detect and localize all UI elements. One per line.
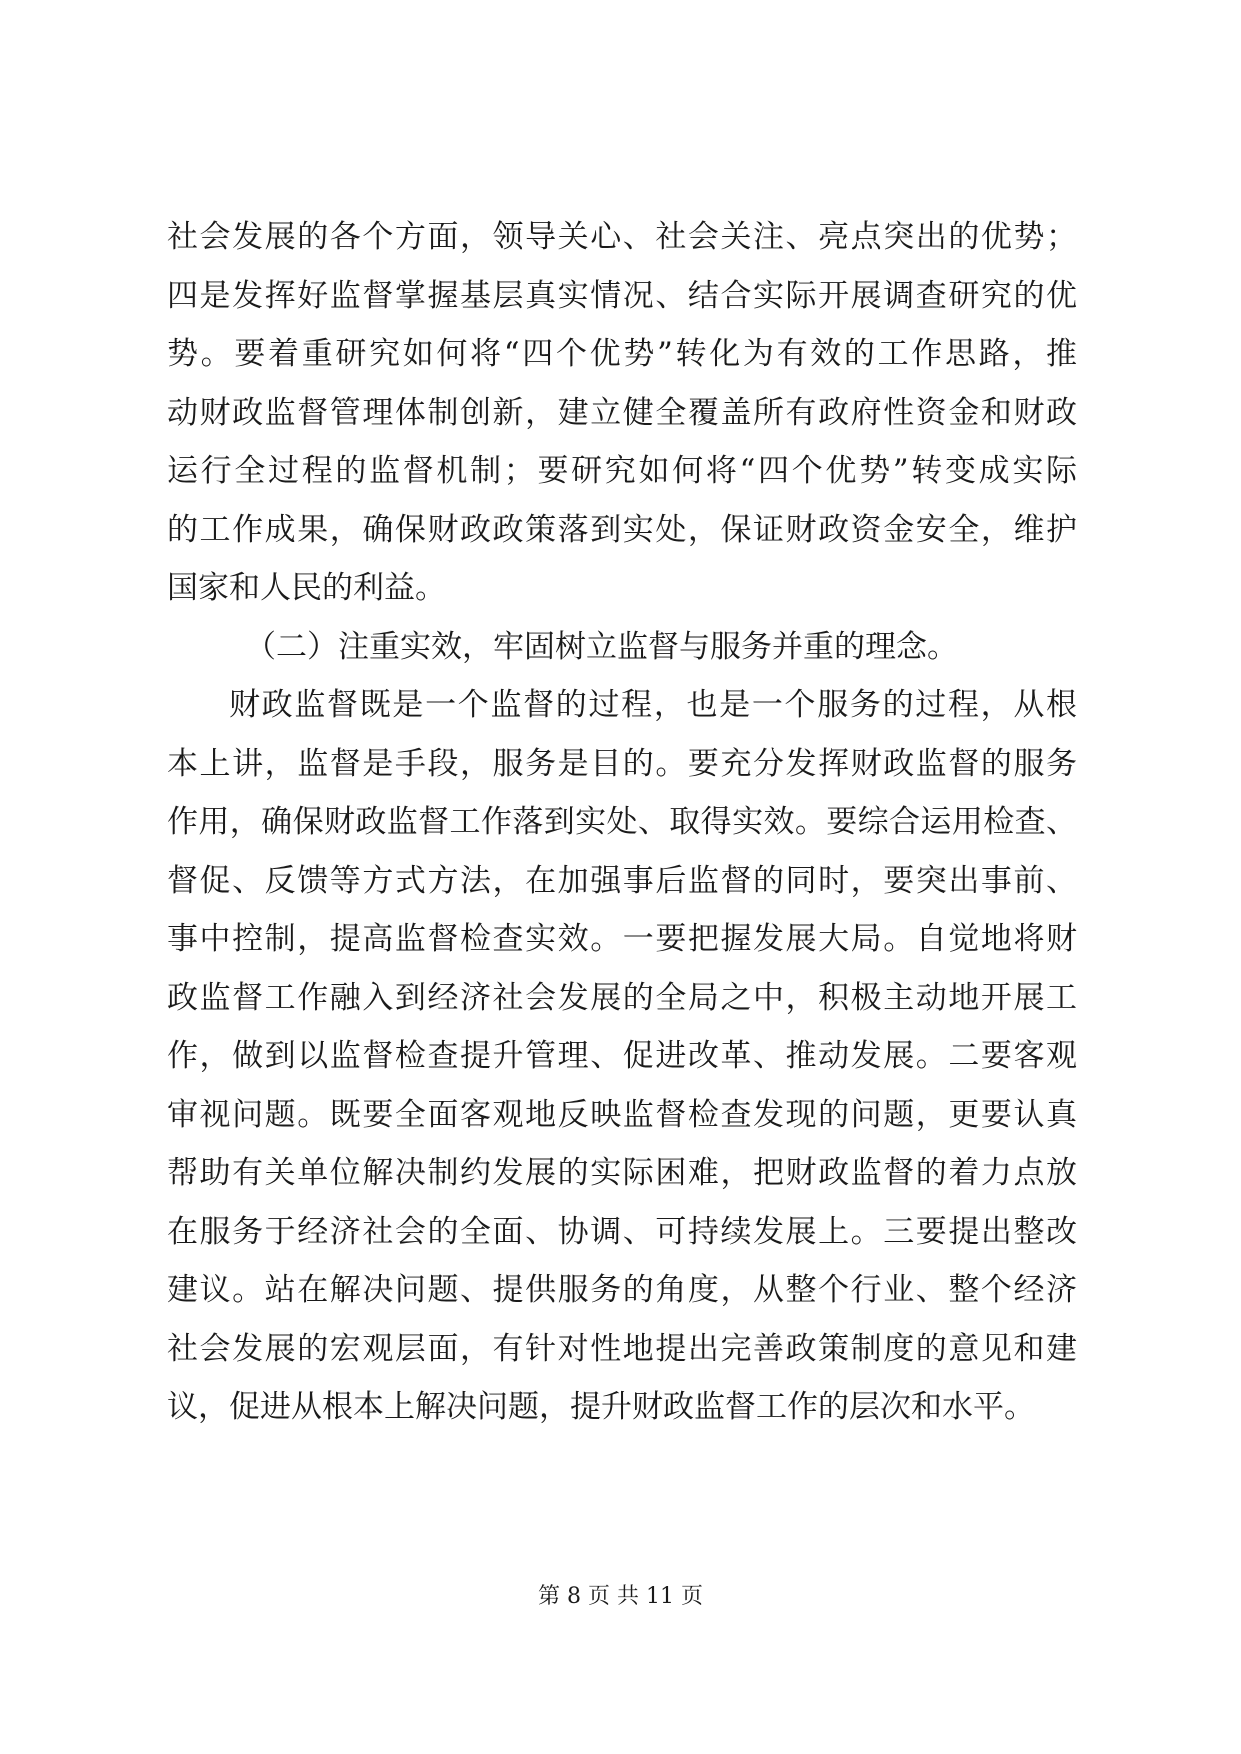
body-line: 作用，确保财政监督工作落到实处、取得实效。要综合运用检查、 [167, 804, 1077, 840]
body-line: 审视问题。既要全面客观地反映监督检查发现的问题，更要认真 [167, 1096, 1077, 1133]
document-body [167, 208, 1077, 1437]
body-line: 议，促进从根本上解决问题，提升财政监督工作的层次和水平。 [167, 1389, 1035, 1425]
page-number-footer: 第 8 页 共 11 页 [538, 1584, 703, 1609]
body-line: 社会发展的宏观层面，有针对性地提出完善政策制度的意见和建 [167, 1330, 1077, 1367]
body-line: 作，做到以监督检查提升管理、促进改革、推动发展。二要客观 [167, 1038, 1077, 1074]
body-line: 本上讲，监督是手段，服务是目的。要充分发挥财政监督的服务 [167, 745, 1077, 782]
body-line: 在服务于经济社会的全面、协调、可持续发展上。三要提出整改 [167, 1213, 1077, 1250]
body-line: 动财政监督管理体制创新，建立健全覆盖所有政府性资金和财政 [167, 394, 1077, 431]
body-line: 运行全过程的监督机制；要研究如何将“四个优势”转变成实际 [167, 453, 1077, 489]
body-line: 建议。站在解决问题、提供服务的角度，从整个行业、整个经济 [167, 1272, 1077, 1308]
body-line: 事中控制，提高监督检查实效。一要把握发展大局。自觉地将财 [167, 921, 1077, 957]
body-line: 社会发展的各个方面，领导关心、社会关注、亮点突出的优势； [167, 219, 1077, 255]
body-line: 的工作成果，确保财政政策落到实处，保证财政资金安全，维护 [167, 511, 1077, 548]
body-line: 财政监督既是一个监督的过程，也是一个服务的过程，从根 [229, 687, 1077, 723]
section-heading: （二）注重实效，牢固树立监督与服务并重的理念。 [245, 628, 958, 665]
body-line: 帮助有关单位解决制约发展的实际困难，把财政监督的着力点放 [167, 1155, 1077, 1191]
body-line: 势。要着重研究如何将“四个优势”转化为有效的工作思路，推 [167, 336, 1077, 372]
body-line: 四是发挥好监督掌握基层真实情况、结合实际开展调查研究的优 [167, 277, 1077, 314]
body-line: 政监督工作融入到经济社会发展的全局之中，积极主动地开展工 [167, 979, 1077, 1016]
body-line: 督促、反馈等方式方法，在加强事后监督的同时，要突出事前、 [167, 862, 1077, 899]
body-line: 国家和人民的利益。 [167, 570, 446, 606]
